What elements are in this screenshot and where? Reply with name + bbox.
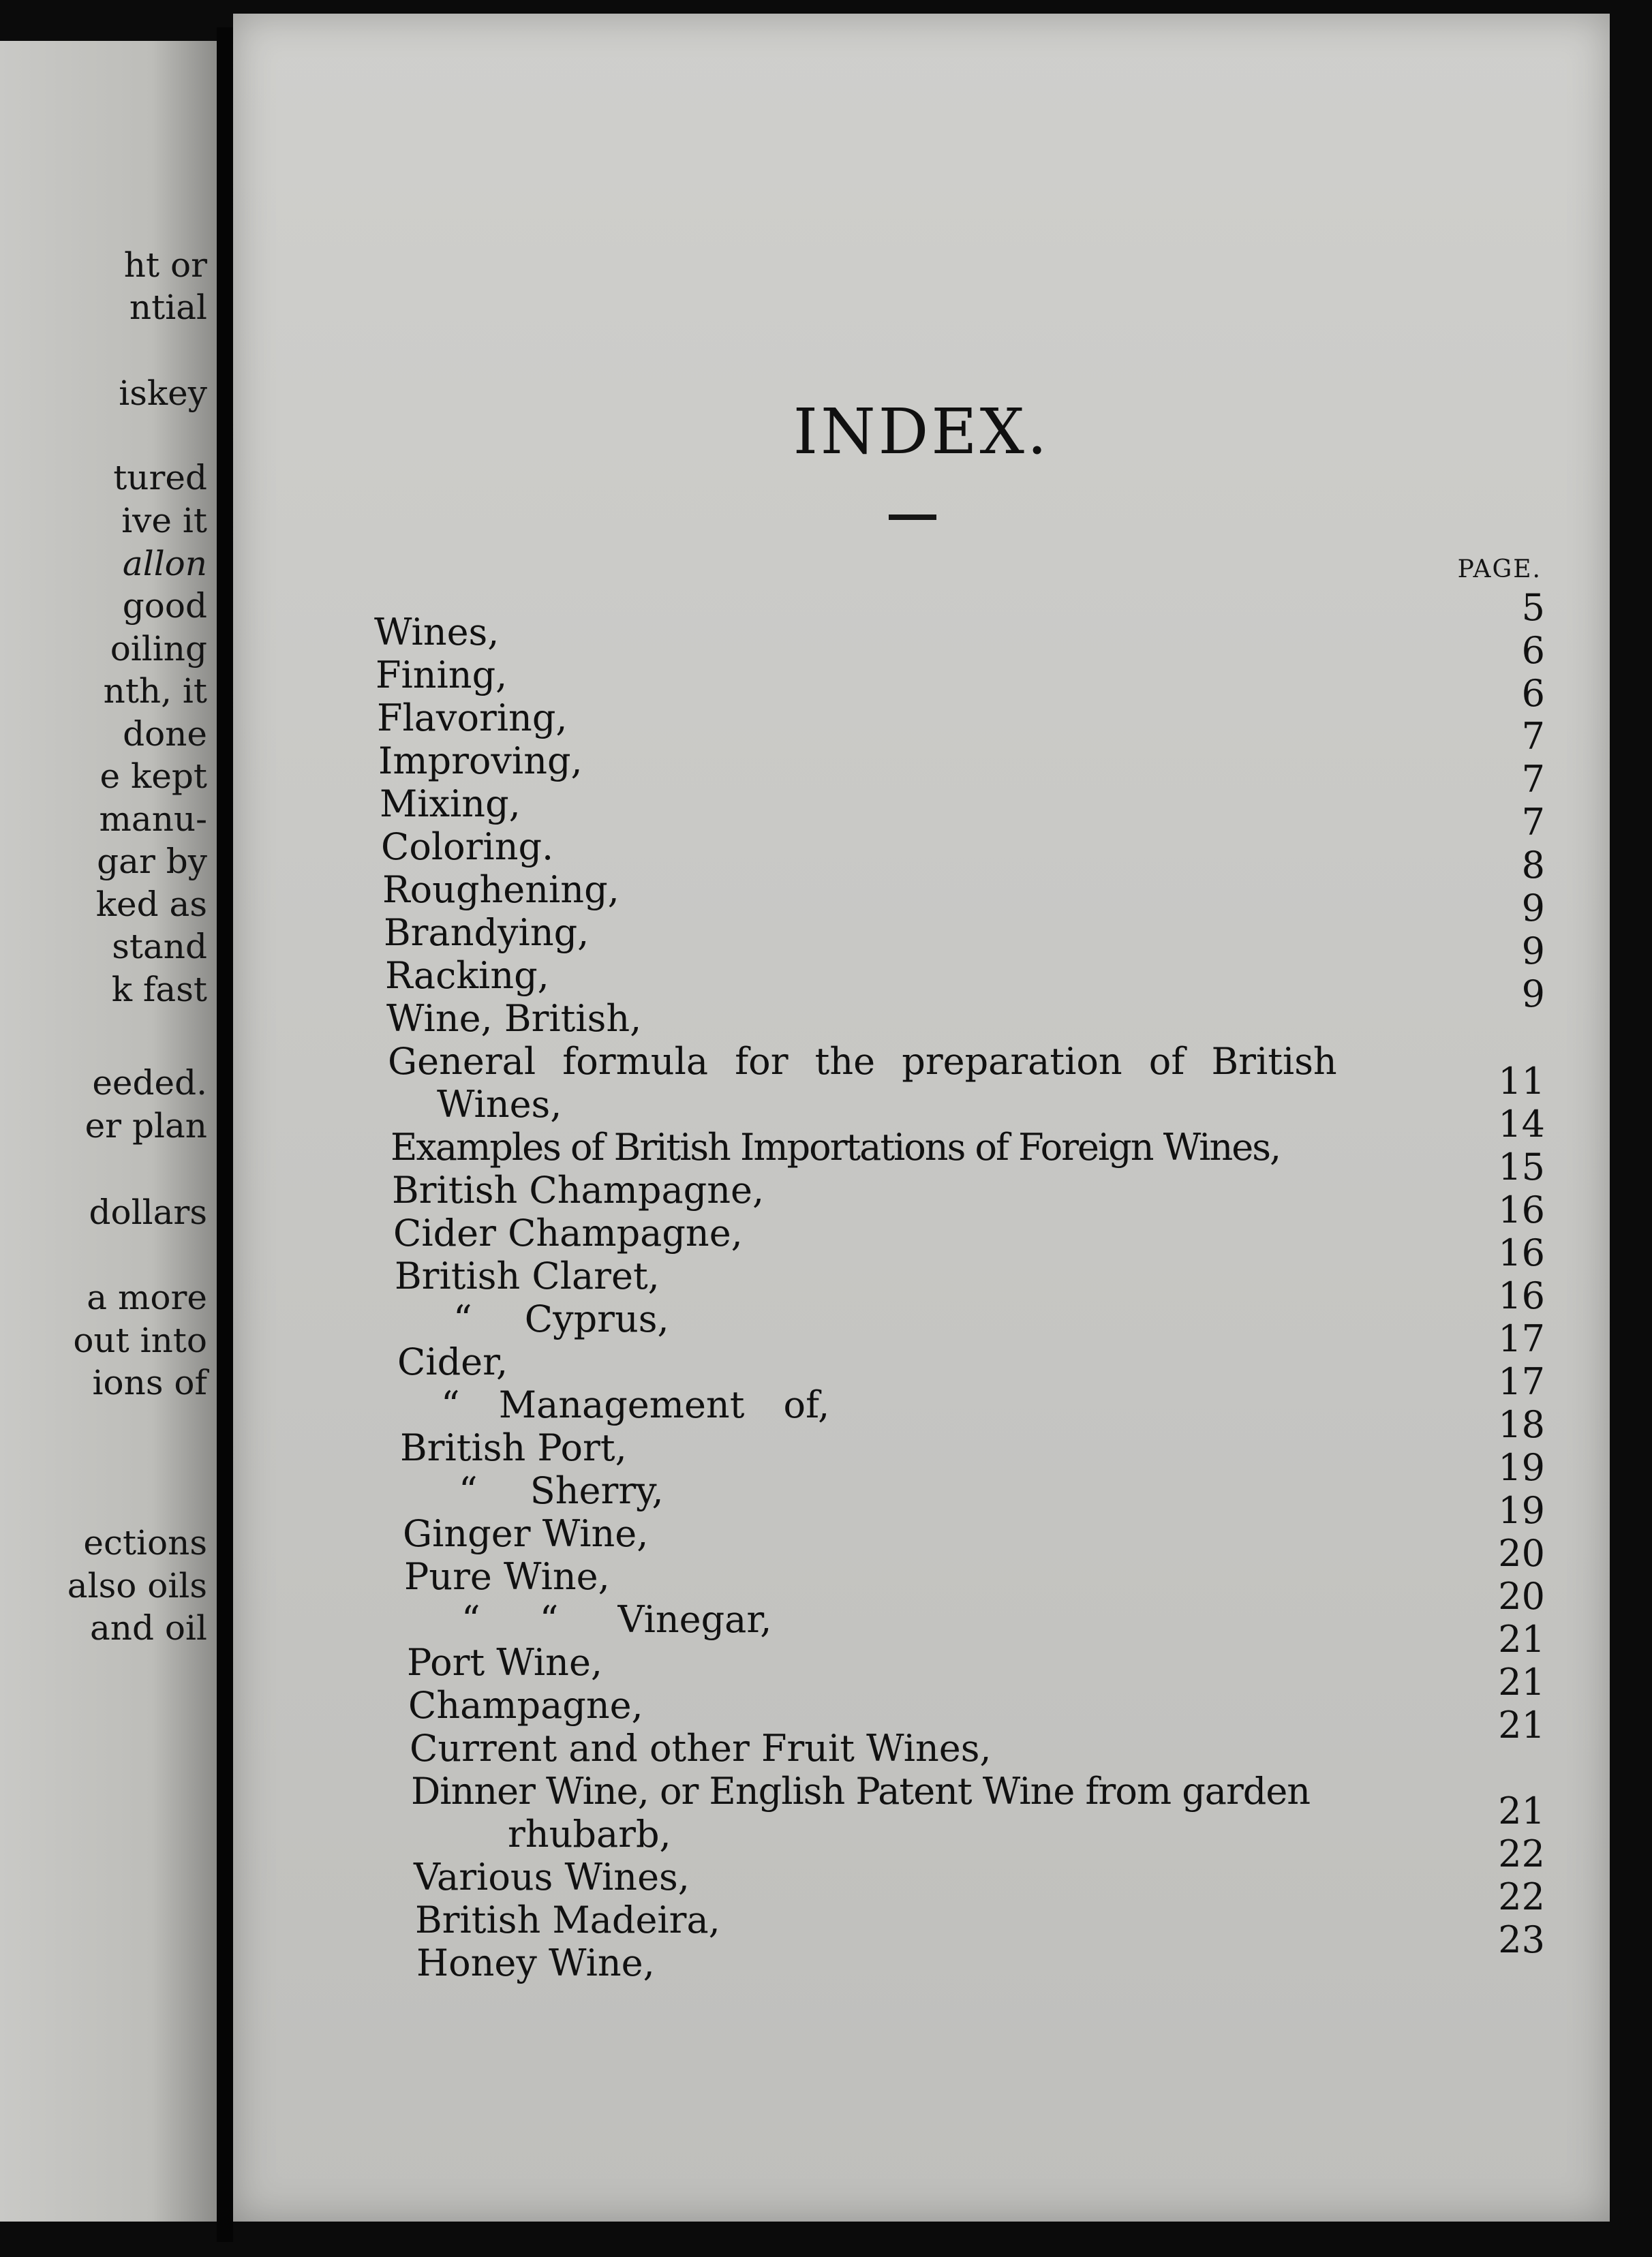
index-entry: British Port, (400, 1426, 627, 1469)
index-entry: “ “ Vinegar, (461, 1598, 772, 1641)
page-number: 23 (1498, 1918, 1545, 1961)
index-entry: Wines, (374, 611, 500, 654)
index-entry: Champagne, (408, 1684, 643, 1727)
index-entry: Flavoring, (377, 696, 568, 739)
index-entry: Brandying, (384, 911, 590, 954)
page-number: 16 (1498, 1188, 1545, 1231)
left-line: good (122, 586, 207, 626)
left-line: tured (113, 458, 207, 497)
page-number: 22 (1498, 1832, 1545, 1875)
index-entry: Port Wine, (407, 1641, 603, 1684)
left-line: manu- (99, 799, 207, 839)
index-entry: “ Management of, (441, 1383, 830, 1426)
left-line: done (123, 714, 207, 754)
left-line: ht or (123, 245, 207, 285)
page-number: 9 (1521, 972, 1545, 1015)
index-entry: Racking, (385, 954, 549, 997)
title-rule (889, 515, 936, 520)
index-entry: Fining, (376, 654, 508, 696)
left-line: e kept (100, 756, 207, 796)
page-number: 21 (1498, 1704, 1545, 1747)
left-line: k fast (111, 970, 207, 1009)
left-line: eeded. (92, 1063, 207, 1103)
left-line: ections (83, 1523, 207, 1563)
index-entry: Wines, (437, 1083, 562, 1126)
page-number: 20 (1498, 1532, 1545, 1575)
page-number: 7 (1521, 801, 1545, 844)
page-number: 8 (1521, 844, 1545, 887)
page-number: 16 (1498, 1274, 1545, 1317)
index-entry: rhubarb, (508, 1813, 671, 1856)
index-page (233, 14, 1610, 2222)
index-entry: Coloring. (381, 825, 554, 868)
left-line: nth, it (103, 671, 207, 711)
index-entry: Improving, (378, 739, 583, 782)
left-line: oiling (110, 629, 207, 669)
index-entry: Dinner Wine, or English Patent Wine from garden (411, 1770, 1311, 1813)
page-number: 21 (1498, 1618, 1545, 1661)
left-line: ntial (129, 288, 207, 327)
page-number: 17 (1498, 1360, 1545, 1403)
left-page-fragment (0, 41, 221, 2222)
index-entry: Examples of British Importations of Foreign Wines, (391, 1126, 1281, 1169)
left-line: out into (73, 1321, 207, 1360)
index-entry: British Champagne, (392, 1169, 765, 1212)
index-entry: Ginger Wine, (403, 1512, 649, 1555)
index-entry: Roughening, (382, 868, 620, 911)
left-line: ked as (95, 885, 207, 924)
page-column-header: PAGE. (1457, 555, 1542, 583)
left-line: iskey (119, 373, 207, 413)
index-entry: British Claret, (395, 1255, 660, 1298)
page-number: 20 (1498, 1575, 1545, 1618)
page-number: 16 (1498, 1231, 1545, 1274)
left-line: ive it (121, 501, 207, 540)
index-entry: Cider Champagne, (393, 1212, 743, 1255)
left-line: allon (122, 544, 207, 583)
page-number: 19 (1498, 1489, 1545, 1532)
index-entry: Pure Wine, (404, 1555, 610, 1598)
left-line: er plan (85, 1106, 207, 1146)
index-entry: “ Sherry, (459, 1469, 664, 1512)
page-number: 9 (1521, 887, 1545, 930)
page-number: 5 (1521, 586, 1545, 629)
left-line: also oils (67, 1566, 207, 1606)
index-entry: “ Cyprus, (453, 1298, 669, 1340)
page-number: 7 (1521, 758, 1545, 801)
page-number: 9 (1521, 930, 1545, 972)
index-entry: Wine, British, (386, 997, 642, 1040)
left-line: and oil (90, 1608, 207, 1648)
page-number: 21 (1498, 1790, 1545, 1832)
index-entry: Cider, (397, 1340, 508, 1383)
left-line: ions of (92, 1363, 207, 1402)
page-number: 7 (1521, 715, 1545, 758)
page-number: 19 (1498, 1446, 1545, 1489)
page-number: 6 (1521, 672, 1545, 715)
page-number: 21 (1498, 1661, 1545, 1704)
page-title: INDEX. (793, 395, 1050, 468)
index-entry: General formula for the preparation of British (388, 1040, 1337, 1083)
index-entry: Honey Wine, (416, 1941, 655, 1984)
page-number: 18 (1498, 1403, 1545, 1446)
index-entry: British Madeira, (415, 1899, 720, 1941)
page-number: 14 (1498, 1103, 1545, 1146)
page-number: 11 (1498, 1060, 1545, 1103)
index-entry: Mixing, (380, 782, 521, 825)
left-line: stand (112, 927, 207, 966)
left-line: a more (87, 1278, 207, 1317)
left-line: gar by (97, 842, 207, 881)
page-number: 22 (1498, 1875, 1545, 1918)
page-number: 15 (1498, 1146, 1545, 1188)
book-gutter (217, 27, 233, 2242)
page-number: 17 (1498, 1317, 1545, 1360)
left-line: dollars (89, 1193, 207, 1232)
index-entry: Various Wines, (414, 1856, 690, 1899)
page-number: 6 (1521, 629, 1545, 672)
index-entry: Current and other Fruit Wines, (410, 1727, 992, 1770)
